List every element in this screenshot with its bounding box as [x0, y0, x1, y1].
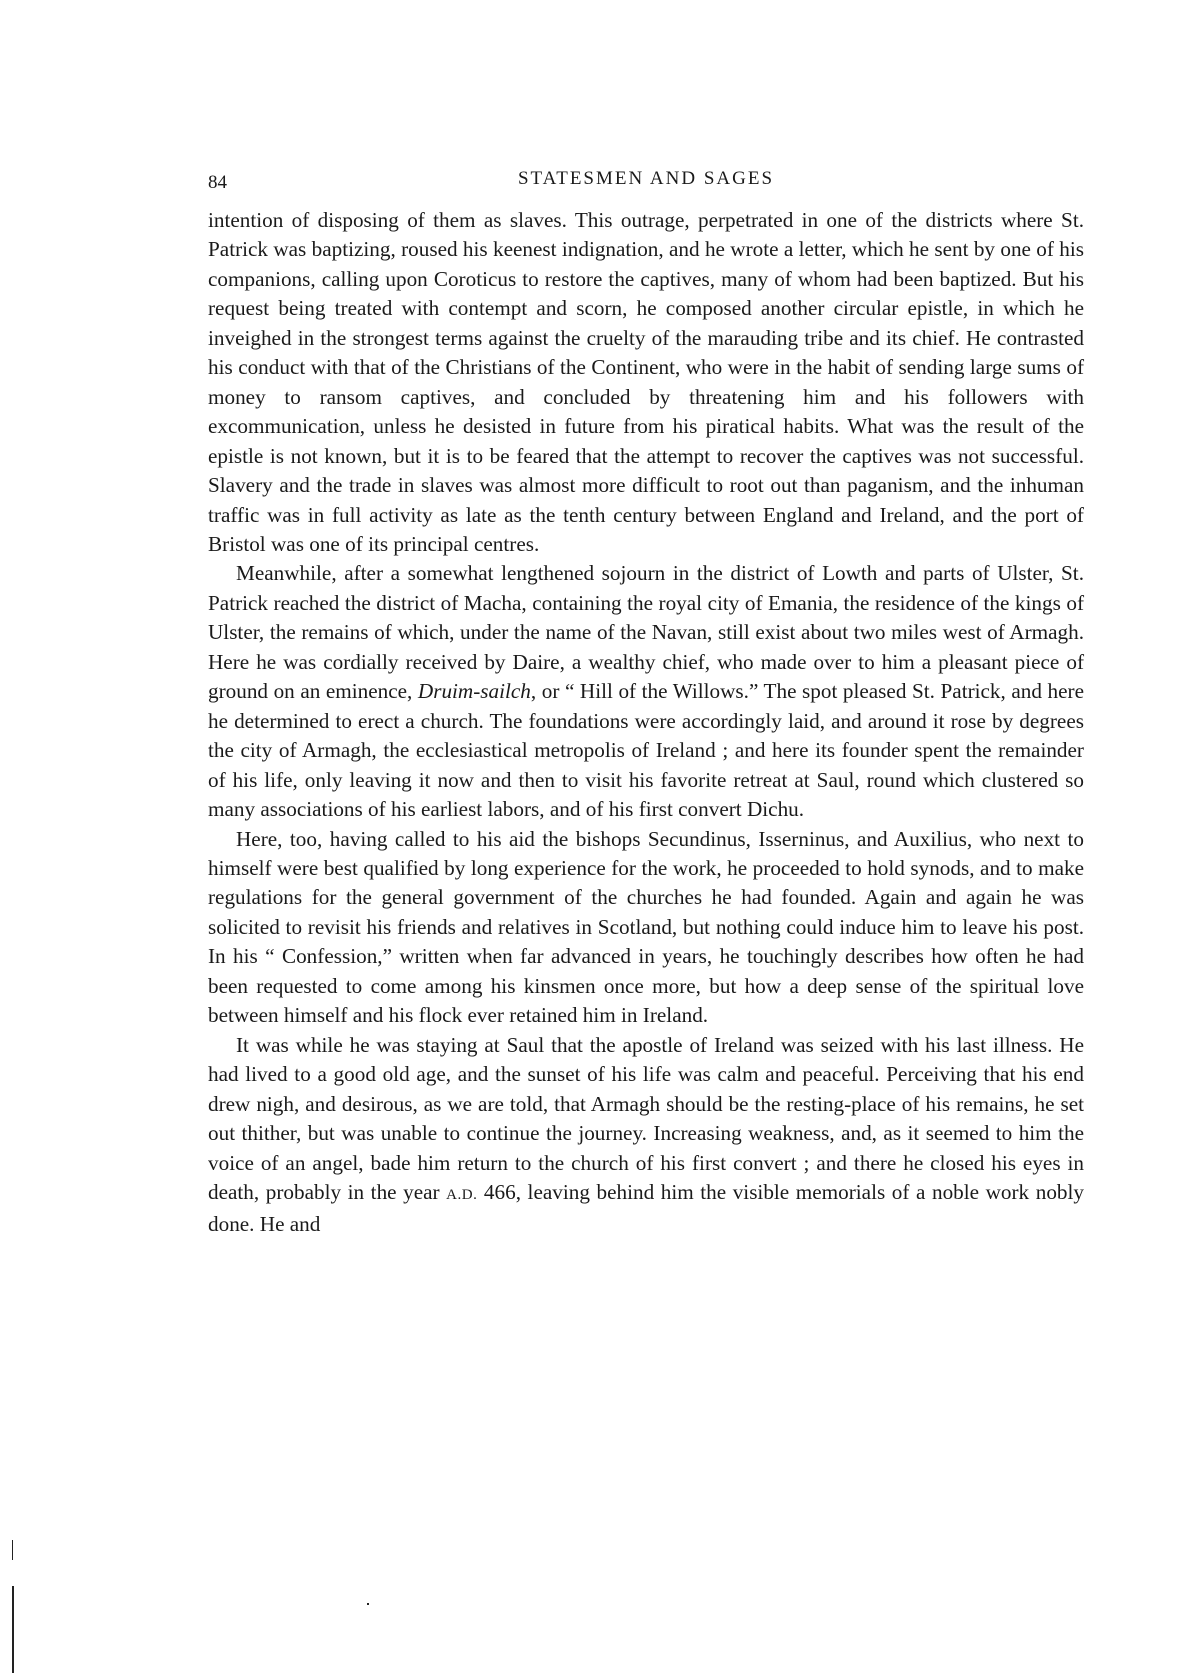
paragraph-4-text-b: 466, leaving behind him the visible memorials of a noble work nobly done. He and	[208, 1179, 1084, 1237]
place-name-italic: Druim-sailch	[417, 679, 531, 704]
paragraph-2-text-b: , or “ Hill of the Willows.” The spot pleased St. Patrick, and here he determined to erect a church. The foundations were accordingly laid, and around it rose by degrees the city of Armagh, the ecclesiastical metropolis of Ireland ; and here its founder spent the remainder of his life, only leaving it now and then to visit his favorite retreat at Saul, round which clustered so many associations of his earliest labors, and of his first convert Dichu.	[208, 679, 1084, 822]
paragraph-4-text-a: It was while he was staying at Saul that the apostle of Ireland was seized with his last illness. He had lived to a good old age, and the sunset of his life was calm and peaceful. Perceiving that his end drew nigh, and desirous, as we are told, that Armagh should be the resting-place of his remains, he set out thither, but was unable to continue the journey. Increasing weakness, and, as it seemed to him the voice of an angel, bade him return to the church of his first convert ; and there he closed his eyes in death, probably in the year	[208, 1032, 1084, 1204]
body-text	[208, 206, 1084, 1240]
book-page	[208, 168, 1084, 1240]
paragraph-3: Here, too, having called to his aid the bishops Secundinus, Isserninus, and Auxilius, who next to himself were best qualified by long experience for the work, he proceeded to hold synods, and to make regulations for the general government of the churches he had founded. Again and again he was solicited to revisit his friends and relatives in Scotland, but nothing could induce him to leave his post. In his “ Confession,” written when far advanced in years, he touchingly describes how often he had been requested to come among his kinsmen once more, but how a deep sense of the spiritual love between himself and his flock ever retained him in Ireland.	[208, 826, 1084, 1028]
scan-dust-mark	[367, 1603, 369, 1605]
page-header	[208, 168, 1084, 202]
running-head: STATESMEN AND SAGES	[517, 168, 775, 189]
page-number: 84	[208, 172, 227, 193]
paragraph-4	[208, 1031, 1084, 1240]
paragraph-1: intention of disposing of them as slaves. This outrage, perpetrated in one of the districts where St. Patrick was baptizing, roused his keenest indignation, and he wrote a letter, which he sent by one of his companions, calling upon Coroticus to restore the captives, many of whom had been baptized. But his request being treated with contempt and scorn, he composed another circular epistle, in which he inveighed in the strongest terms against the cruelty of the marauding tribe and its chief. He contrasted his conduct with that of the Christians of the Continent, who were in the habit of sending large sums of money to ransom captives, and concluded by threatening him and his followers with excommunication, unless he desisted in future from his piratical habits. What was the result of the epistle is not known, but it is to be feared that the attempt to recover the captives was not successful. Slavery and the trade in slaves was almost more difficult to root out than paganism, and the inhuman traffic was in full activity as late as the tenth century between England and Ireland, and the port of Bristol was one of its principal centres.	[208, 208, 1084, 556]
scan-edge-mark	[12, 1586, 14, 1673]
paragraph-2-text-a: Meanwhile, after a somewhat lengthened sojourn in the district of Lowth and parts of Ulster, St. Patrick reached the district of Macha, containing the royal city of Emania, the residence of the kings of Ulster, the remains of which, under the name of the Navan, still exist about two miles west of Armagh. Here he was cordially received by Daire, a wealthy chief, who made over to him a pleasant piece of ground on an eminence,	[208, 561, 1084, 704]
paragraph-2	[208, 559, 1084, 824]
scan-edge-mark	[12, 1540, 13, 1560]
era-abbreviation: A.D.	[446, 1186, 478, 1203]
